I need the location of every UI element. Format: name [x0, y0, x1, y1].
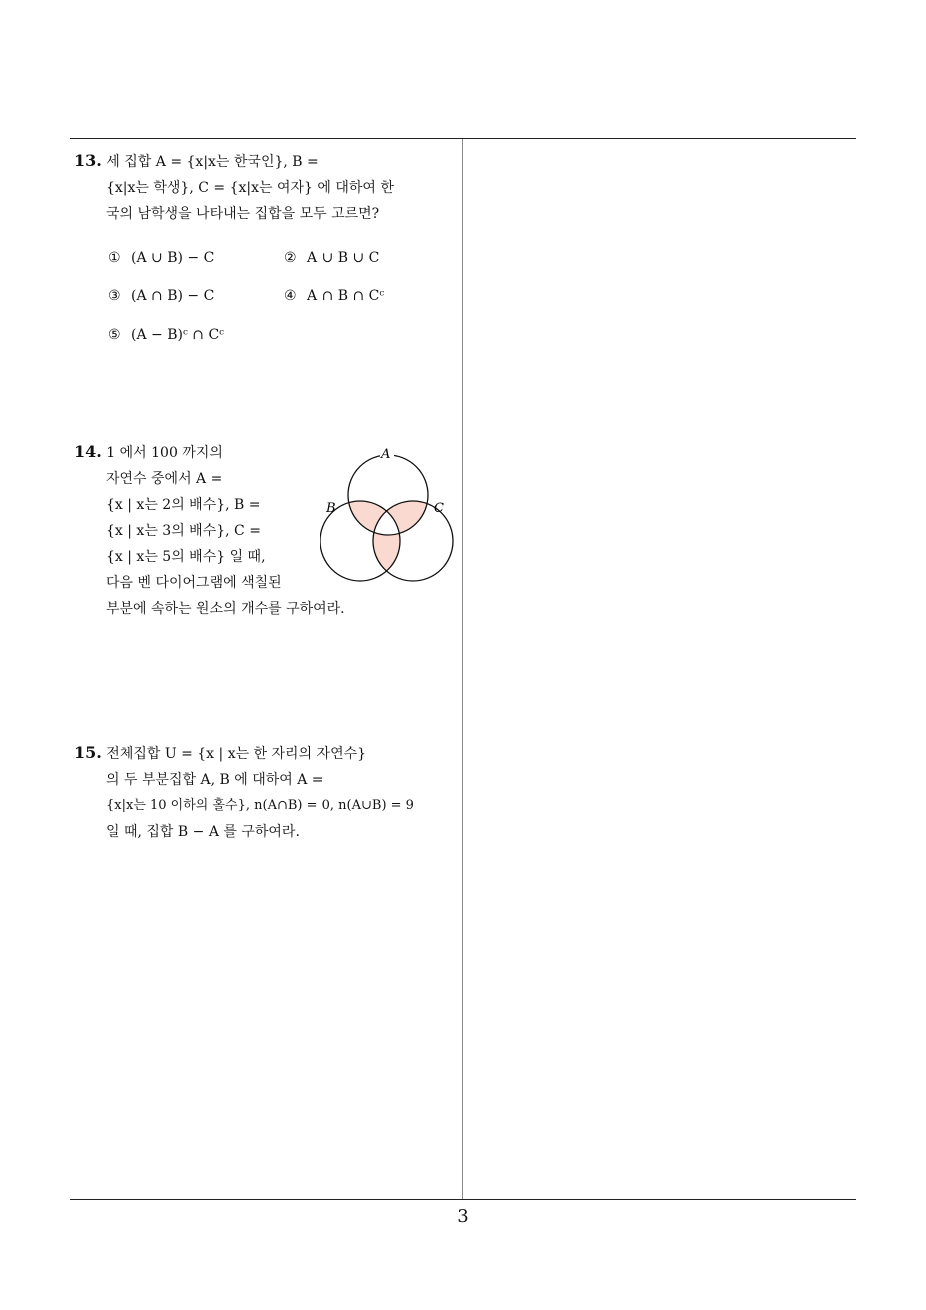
problem-15 — [74, 740, 456, 845]
option-3-mark: ③ — [108, 288, 121, 304]
option-4-text: A ∩ B ∩ Cᶜ — [307, 288, 385, 304]
problem-14-text-5: {x | x는 5의 배수} 일 때, — [106, 549, 266, 565]
label-b: B — [326, 501, 336, 516]
venn-diagram — [320, 440, 460, 585]
problem-14-text-1: 1 에서 100 까지의 — [106, 445, 223, 461]
problem-15-text-3: {x|x는 10 이하의 홀수}, n(A∩B) = 0, n(A∪B) = 9 — [106, 798, 414, 813]
problem-14-text-4: {x | x는 3의 배수}, C = — [106, 523, 261, 539]
option-3-text: (A ∩ B) − C — [131, 288, 215, 304]
problem-13-line-1 — [74, 148, 456, 175]
column-divider — [462, 139, 463, 1200]
option-2-mark: ② — [284, 250, 297, 266]
option-4-mark: ④ — [284, 288, 297, 304]
problem-15-text-2: 의 두 부분집합 A, B 에 대하여 A = — [106, 772, 324, 788]
problem-13-line-3: 국의 남학생을 나타내는 집합을 모두 고르면? — [106, 206, 380, 222]
problem-14-number: 14. — [74, 442, 102, 461]
page-number: 3 — [457, 1206, 469, 1227]
problem-14 — [74, 439, 345, 622]
option-5[interactable] — [108, 327, 224, 343]
option-2[interactable] — [284, 250, 379, 266]
problem-14-text-7: 부분에 속하는 원소의 개수를 구하여라. — [106, 601, 345, 617]
option-2-text: A ∪ B ∪ C — [307, 250, 380, 266]
problem-14-text-6: 다음 벤 다이어그램에 색칠된 — [106, 575, 282, 591]
problem-14-text-3: {x | x는 2의 배수}, B = — [106, 497, 261, 513]
option-3[interactable] — [108, 288, 214, 304]
option-4[interactable] — [284, 288, 384, 304]
problem-13 — [74, 148, 456, 227]
option-5-mark: ⑤ — [108, 327, 121, 343]
option-1-mark: ① — [108, 250, 121, 266]
option-5-text: (A − B)ᶜ ∩ Cᶜ — [131, 327, 225, 343]
bottom-rule — [70, 1199, 856, 1200]
option-1[interactable] — [108, 250, 214, 266]
problem-14-line-1 — [74, 439, 308, 466]
problem-15-number: 15. — [74, 743, 102, 762]
problem-15-text-1: 전체집합 U = {x | x는 한 자리의 자연수} — [106, 746, 367, 762]
label-c: C — [434, 501, 444, 516]
label-a: A — [381, 447, 391, 462]
problem-13-number: 13. — [74, 151, 102, 170]
problem-14-text-2: 자연수 중에서 A = — [106, 471, 223, 487]
problem-13-text-1: 세 집합 A = {x|x는 한국인}, B = — [106, 154, 319, 170]
top-rule — [70, 138, 856, 139]
problem-15-line-1 — [74, 740, 456, 767]
problem-15-text-4: 일 때, 집합 B − A 를 구하여라. — [106, 824, 300, 840]
option-1-text: (A ∪ B) − C — [131, 250, 215, 266]
problem-13-line-2: {x|x는 학생}, C = {x|x는 여자} 에 대하여 한 — [106, 180, 394, 196]
venn-svg — [320, 440, 460, 585]
